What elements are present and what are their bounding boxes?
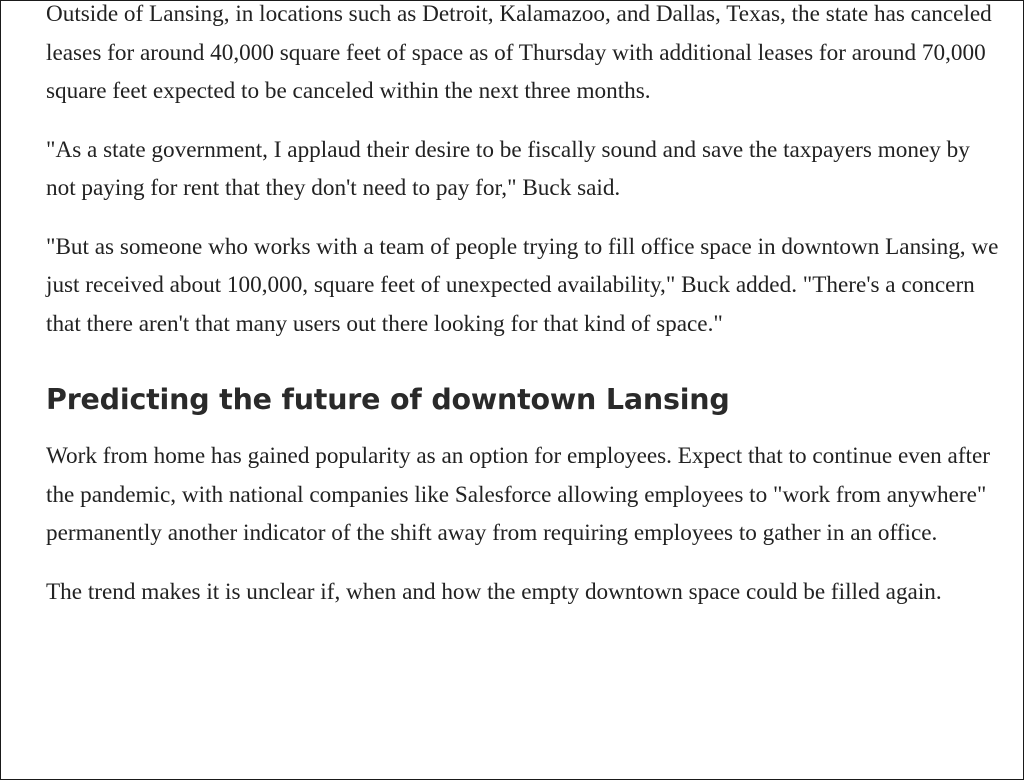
paragraph-buck-quote-2: "But as someone who works with a team of people trying to fill office space in downtown Lansing, we just received about 100,000, square feet of unexpected availability," Buck added. "There's a concern that there aren't that many users out there looking for that kind of space." [46,233,999,337]
paragraph-leases: Outside of Lansing, in locations such as Detroit, Kalamazoo, and Dallas, Texas, the state has canceled leases for around 40,000 square feet of space as of Thursday with additional leases for around 70,000 square feet expected to be canceled within the next three months. [46,1,992,104]
paragraph-work-from-home: Work from home has gained popularity as an option for employees. Expect that to continue even after the pandemic, with national companies like Salesforce allowing employees to "work from anywhere" permanently another indicator of the shift away from requiring employees to gather in an office. [46,443,991,546]
section-heading: Predicting the future of downtown Lansing [46,383,730,416]
paragraph-buck-quote-1: "As a state government, I applaud their desire to be fiscally sound and save the taxpayers money by not paying for rent that they don't need to pay for," Buck said. [46,136,970,201]
paragraph-trend: The trend makes it is unclear if, when and how the empty downtown space could be filled again. [46,578,942,605]
article-body [46,0,1001,631]
